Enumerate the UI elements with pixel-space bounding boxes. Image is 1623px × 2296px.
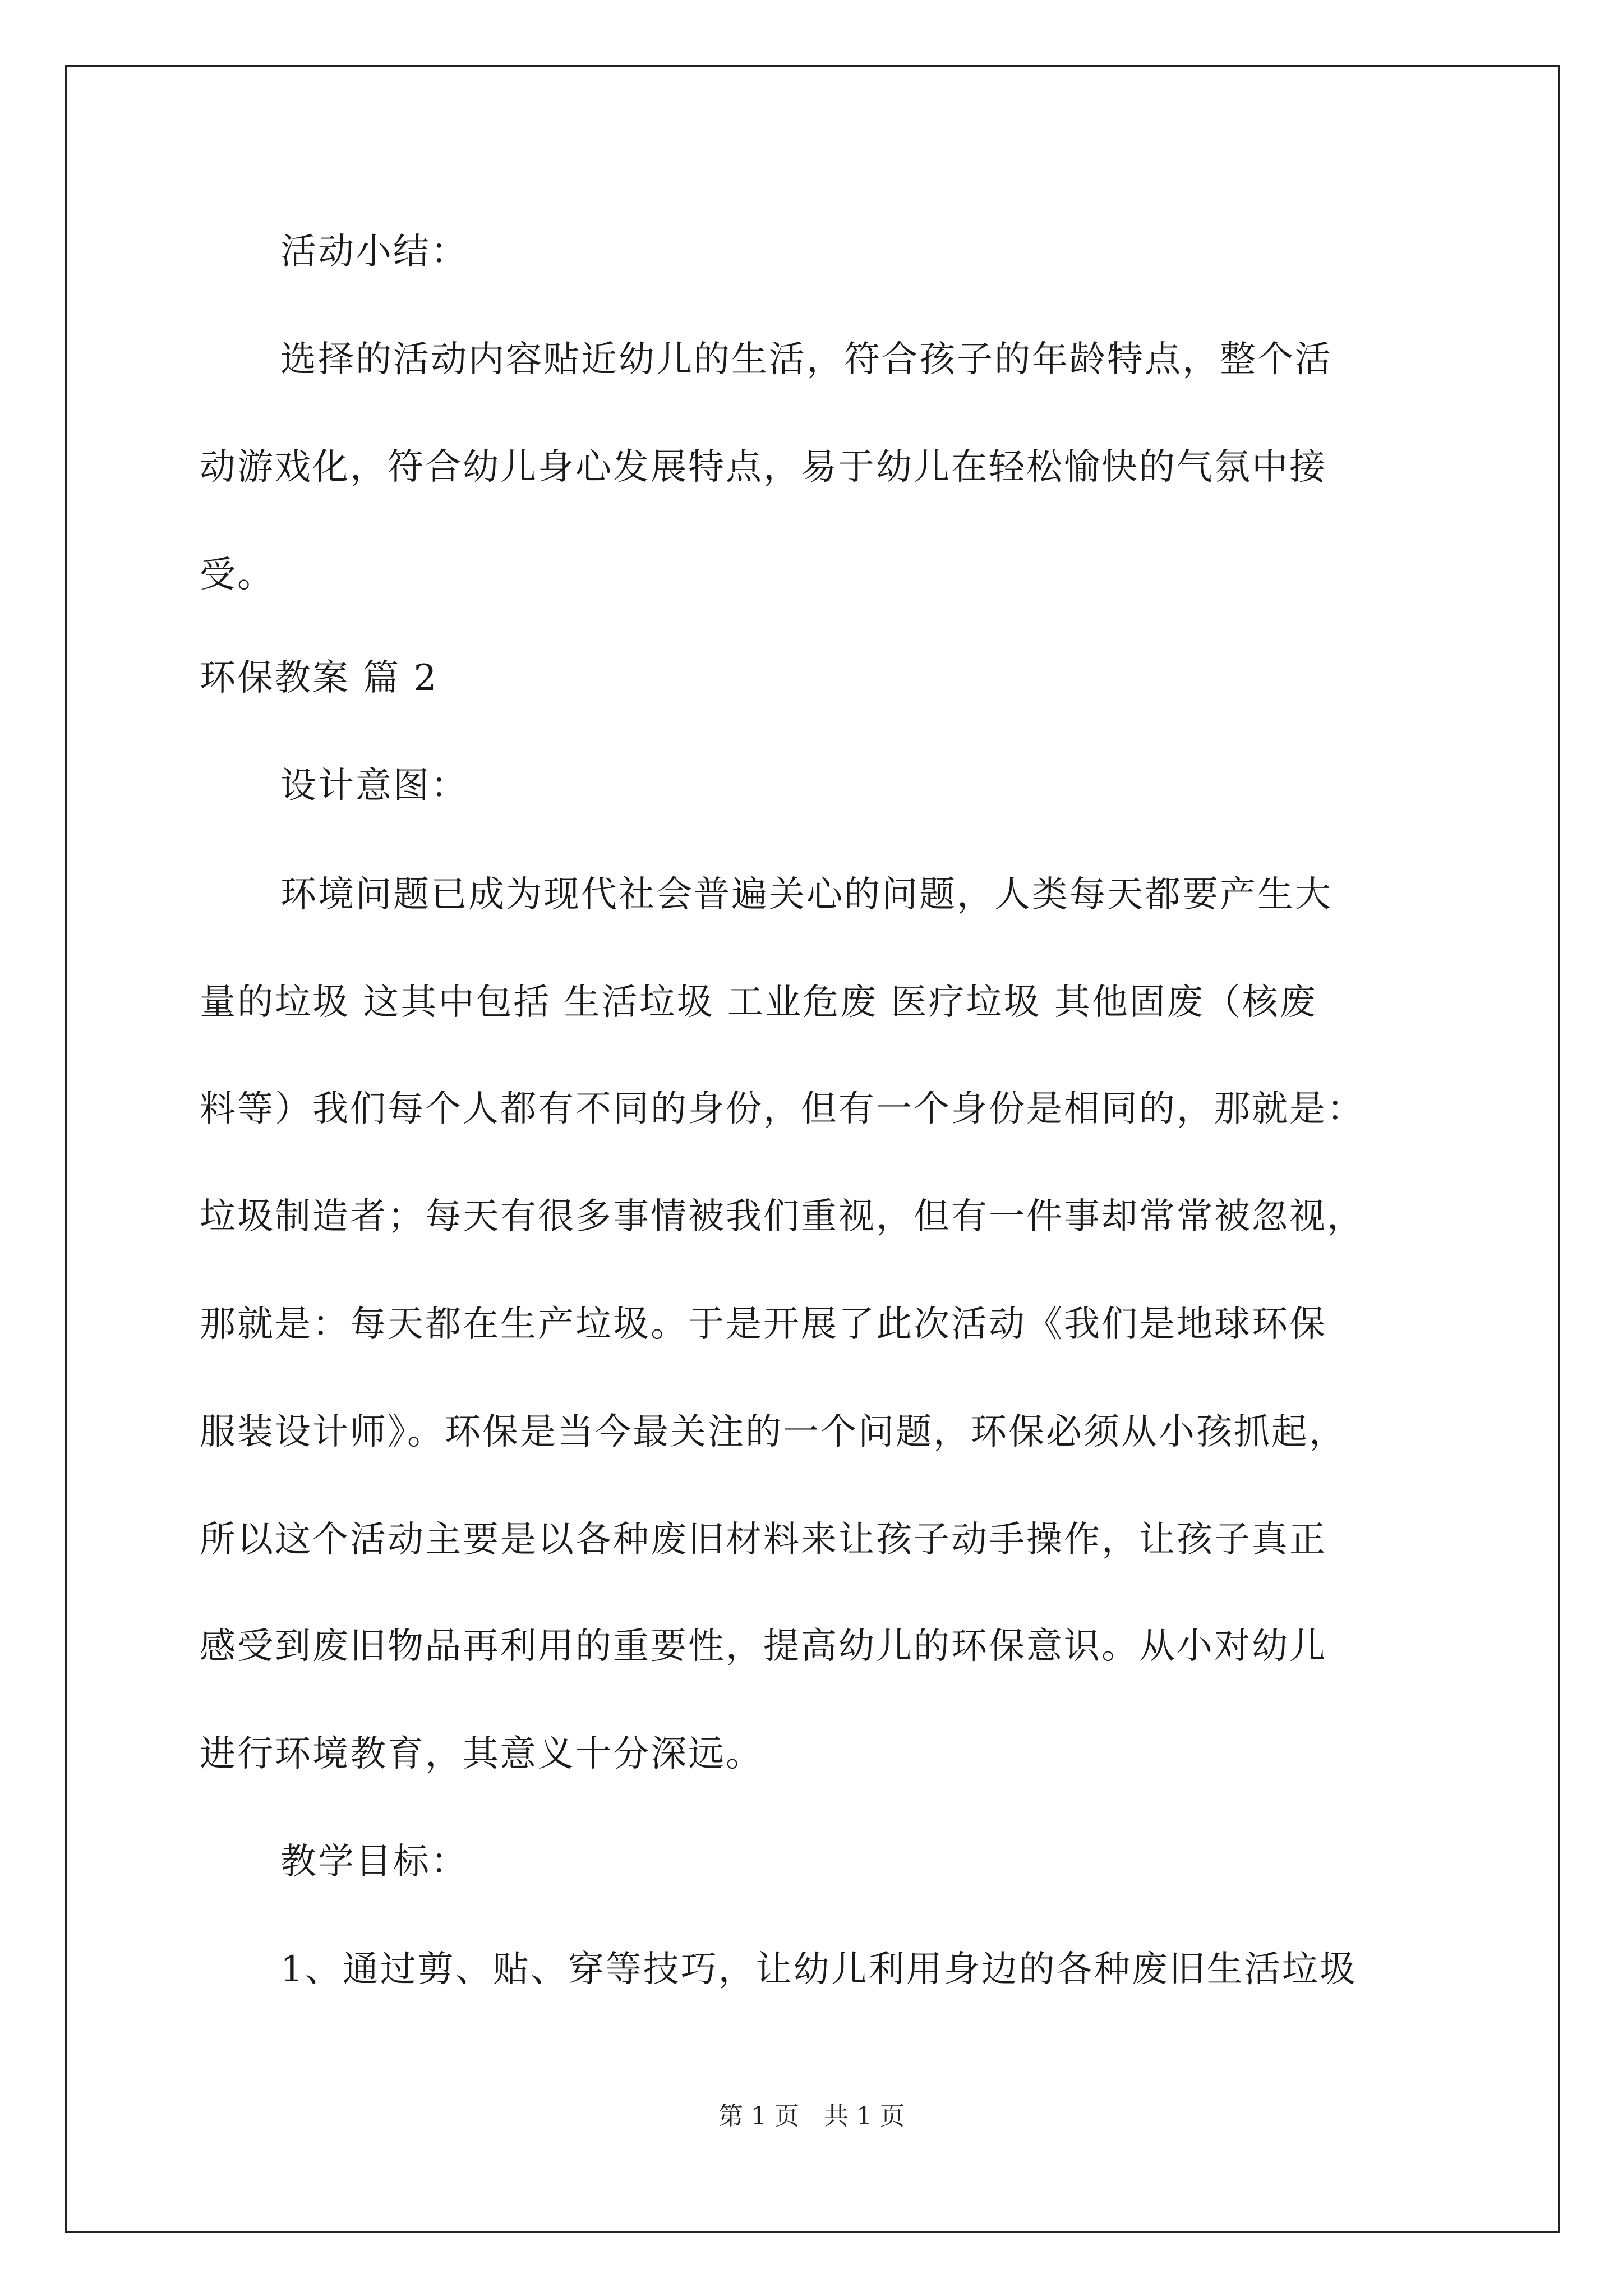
paragraph-line: 感受到废旧物品再利用的重要性，提高幼儿的环保意识。从小对幼儿 (200, 1626, 1327, 1667)
paragraph-line: 选择的活动内容贴近幼儿的生活，符合孩子的年龄特点，整个活 (280, 339, 1332, 380)
paragraph-line: 环境问题已成为现代社会普遍关心的问题，人类每天都要产生大 (280, 874, 1332, 915)
paragraph-line: 垃圾制造者；每天有很多事情被我们重视，但有一件事却常常被忽视， (200, 1196, 1364, 1237)
paragraph-line: 进行环境教育，其意义十分深远。 (200, 1733, 763, 1775)
section-heading-design: 设计意图： (280, 765, 468, 807)
section-heading-goals: 教学目标： (280, 1841, 468, 1883)
section-heading-summary: 活动小结： (280, 231, 468, 273)
paragraph-line: 所以这个活动主要是以各种废旧材料来让孩子动手操作，让孩子真正 (200, 1519, 1327, 1561)
paragraph-line: 那就是：每天都在生产垃圾。于是开展了此次活动《我们是地球环保 (200, 1304, 1327, 1345)
paragraph-line: 料等）我们每个人都有不同的身份，但有一个身份是相同的，那就是： (200, 1088, 1364, 1130)
page-footer: 第 1 页 共 1 页 (718, 2102, 905, 2131)
chapter-title: 环保教案 篇 2 (200, 657, 439, 699)
paragraph-line: 服装设计师》。环保是当今最关注的一个问题，环保必须从小孩抓起， (200, 1411, 1347, 1453)
page-border (65, 65, 1560, 2233)
paragraph-line: 受。 (200, 554, 275, 596)
paragraph-line: 动游戏化，符合幼儿身心发展特点，易于幼儿在轻松愉快的气氛中接 (200, 447, 1327, 488)
paragraph-line: 1、通过剪、贴、穿等技巧，让幼儿利用身边的各种废旧生活垃圾 (280, 1949, 1357, 1990)
paragraph-line: 量的垃圾 这其中包括 生活垃圾 工业危废 医疗垃圾 其他固废（核废 (200, 982, 1317, 1023)
